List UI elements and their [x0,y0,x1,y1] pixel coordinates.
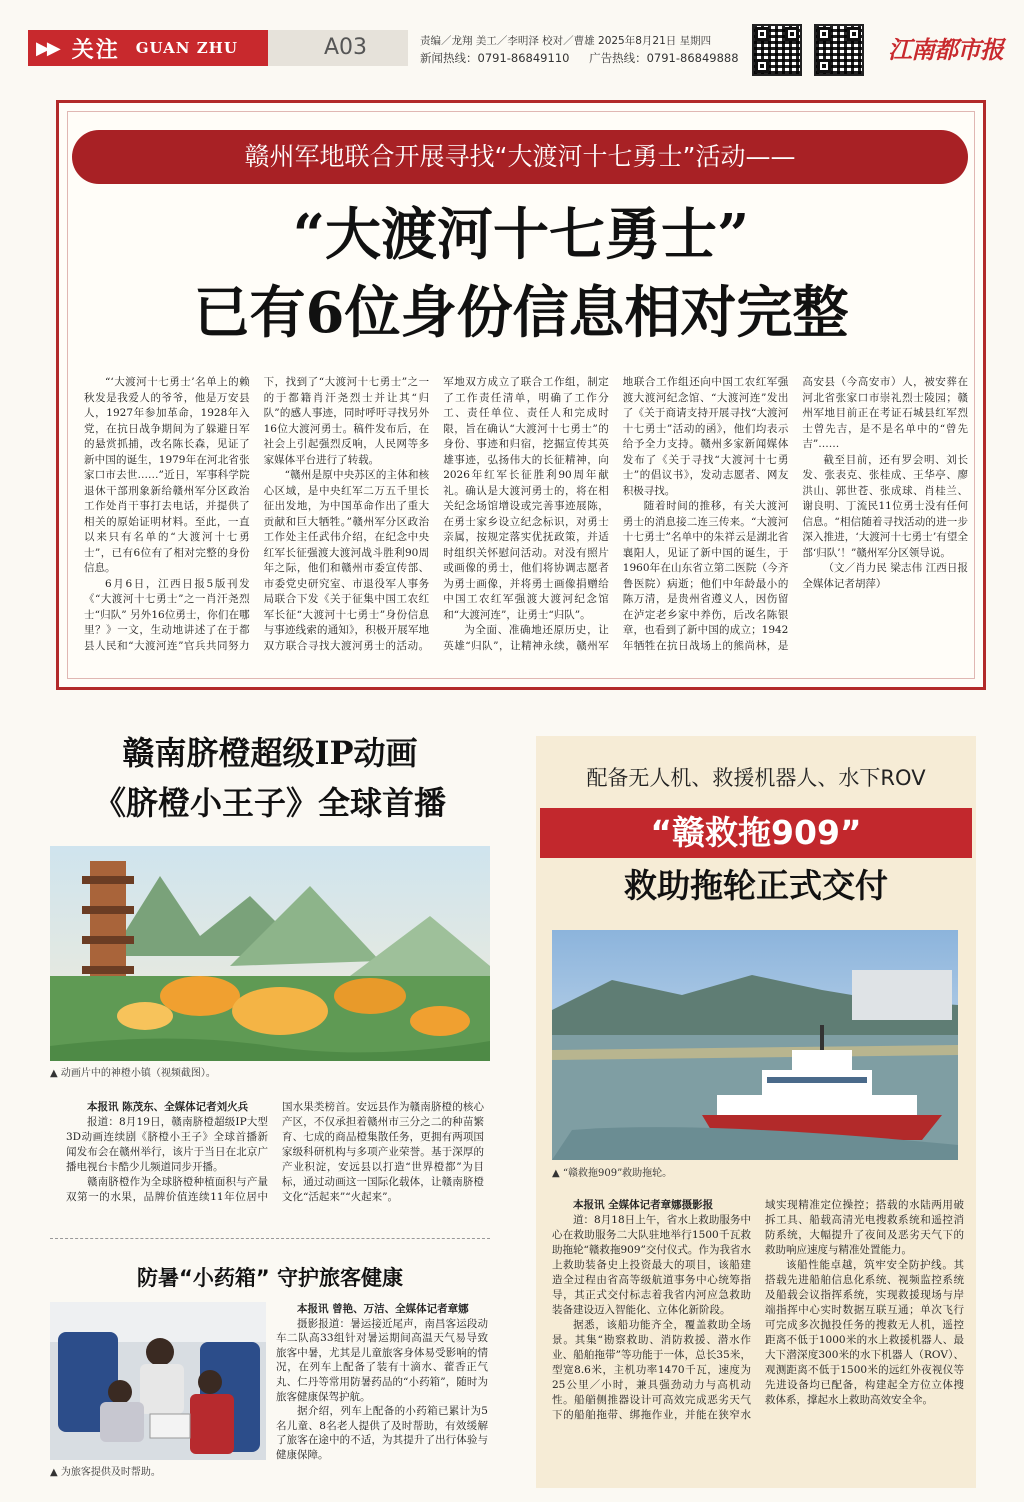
orange-paragraph: 报道：8月19日，赣南脐橙超级IP大型3D动画连续剧《脐橙小王子》全球首播新闻发布会在赣州举行，该片于当日在北京广播电视台卡酷少儿频道同步开播。 [66,1116,268,1173]
orange-byline: 本报讯 陈茂东、全媒体记者刘火兵 [87,1101,249,1113]
qr-code-icon [814,24,864,76]
tugboat-kicker: 配备无人机、救援机器人、水下ROV [586,766,926,790]
editor-credits: 责编／龙翔 美工／李明泽 校对／曹雄 2025年8月21日 星期四 [420,35,712,47]
medicine-byline: 本报讯 曾艳、万洁、全媒体记者章娜 [297,1303,469,1315]
tugboat-subheadline: 救助拖轮正式交付 [624,866,888,905]
section-name-en: GUAN ZHU [135,39,238,57]
tugboat-paragraph: 据悉，该船功能齐全，覆盖救助全场景。其集“勘察救助、消防救援、潜水作业、船舶拖带”等功能于一体，总长35米，型宽8.6米，主机功率1470千瓦，速度为25公里／小时，兼具强劲动力与高机动性。船艏侧推器设计可高效完成恶劣天气下的船舶拖带、绑拖作业，并能在狭窄水域实现精准定位操控；搭载的水陆两用破拆工具、船载高清光电搜救系统和遥控消防系统，大幅提升了夜间及恶劣天气下的救助响应速度与精准处置能力。 [552,1199,964,1421]
tugboat-paragraph: 该船性能卓越，筑牢安全防护线。其搭载先进船舶信息化系统、视频监控系统及船载会议指挥系统，实现救援现场与岸端指挥中心实时数据互联互通；单次飞行可完成多次抛投任务的搜救无人机，遥控距离不低于1000米的水上救援机器人、最大下潜深度300米的水下机器人（ROV）、观测距离不低于1500米的远红外夜视仪等先进设备均已配备，构建起全方位立体搜救体系，撑起水上救助高效安全伞。 [765,1259,964,1406]
tugboat-image-caption: ▲ “赣救拖909”救助拖轮。 [552,1168,673,1179]
hotlines [420,50,755,66]
orange-headline-line-1: 赣南脐橙超级IP动画 [122,734,418,772]
lead-headline [56,196,986,352]
medicine-paragraph: 据介绍，列车上配备的小药箱已累计为5名儿童、8名老人提供了及时帮助，有效缓解了旅客在途中的不适，为其提升了出行体验与健康保障。 [276,1405,488,1461]
orange-headline [50,728,490,828]
tugboat-headline: “赣救拖909” [540,808,972,858]
medicine-headline: 防暑“小药箱” 守护旅客健康 [137,1266,403,1290]
newspaper-logo: 江南都市报 [888,35,1003,64]
lead-body [84,375,968,675]
lead-paragraph: 随着时间的推移，有关大渡河勇士的消息接二连三传来。“大渡河十七勇士”名单中的朱祥云是湖北省襄阳人，见证了新中国的诞生，于1960年在山东省立第二医院（今齐鲁医院）病逝；他们中年龄最小的陈万清，是贵州省遵义人，因伤留在泸定老乡家中养伤，后改名陈银章，也看到了新中国的成立；1942年牺牲在抗日战场上的熊尚林，是高安县（今高安市）人，被安葬在河北省张家口市崇礼烈士陵园；赣州军地目前正在考证石城县红军烈士曾先吉，是不是名单中的“曾先吉”…… [622,376,968,652]
tugboat-paragraph: 道：8月18日上午，省水上救助服务中心在救助服务二大队驻地举行1500千瓦救助拖轮“赣救拖909”交付仪式。作为我省水上救助装备史上投资最大的项目，该船建造全过程由省高等级航道事务中心统筹指导，其正式交付标志着我省内河应急救助装备建设迈入智能化、立体化新阶段。 [552,1214,751,1316]
lead-headline-line-2: 已有6位身份信息相对完整 [193,280,849,346]
lead-paragraph: “‘大渡河十七勇士’名单上的赖秋发是我爱人的爷爷，他是万安县人，1927年参加革命，1928年入党，在抗日战争期间为了躲避日军的悬赏抓捕，改名陈长森，见证了新中国的诞生，1979年在河北省张家口市去世……”近日，军事科学院退休干部刑象新给赣州军分区政治工作处肖干事打去电话，并提供了相关的原始证明材料。至此，一直以来只有名单的“大渡河十七勇士”，已有6位有了相对完整的身份信息。 [84,376,250,574]
orange-paragraph: 赣南脐橙作为全球脐橙种植面积与产量双第一的水果，品牌价值连续11年位居中国水果类榜首。安远县作为赣南脐橙的核心产区，不仅承担着赣州市三分之二的种苗繁育、七成的商品橙集散任务，更拥有两项国家级科研机构与多项产业荣誉。基于深厚的产业积淀，安远县以打造“世界橙都”为目标，通过动画这一国际化载体，让赣南脐橙文化“活起来”“火起来”。 [66,1101,484,1203]
tugboat-byline: 本报讯 全媒体记者章娜摄影报 [573,1199,714,1211]
page-number: A03 [268,30,408,66]
section-divider [50,1238,490,1239]
orange-town-image [50,846,490,1061]
orange-image-caption: ▲ 动画片中的神橙小镇（视频截图）。 [50,1068,216,1079]
orange-body [66,1100,484,1220]
lead-paragraph: 为全面、准确地还原历史，让英雄“归队”，让精神永续，赣州军地联合工作组还向中国工农红军强渡大渡河纪念馆、“大渡河连”发出了《关于商请支持开展寻找“大渡河十七勇士”活动的函》，他们均表示给予全力支持。赣州多家新闻媒体发布了《关于寻找“大渡河十七勇士”的倡议书》，发动志愿者、网友积极寻找。 [443,376,789,652]
section-arrows-icon: ▶▶ [36,37,58,59]
ad-hotline: 广告热线：0791-86849888 [589,51,739,65]
page-header [0,0,1024,88]
lead-paragraph: 截至目前，还有罗会明、刘长发、张表克、张桂成、王华亭、廖洪山、郭世苍、张成球、肖桂兰、谢良明、丁流民11位勇士没有任何信息。“相信随着寻找活动的进一步深入推进，‘大渡河十七勇士’有望全部‘归队’！”赣州军分区领导说。 [802,453,968,559]
lead-paragraph: “赣州是原中央苏区的主体和核心区域，是中央红军二万五千里长征出发地，为中国革命作出了重大贡献和巨大牺牲。”赣州军分区政治工作处主任武伟介绍，在纪念中央红军长征强渡大渡河战斗胜利90周年之际，他们和赣州市委宣传部、市委党史研究室、市退役军人事务局联合下发《关于征集中国工农红军长征“大渡河十七勇士”身份信息与事迹线索的通知》，积极开展军地双方联合寻找大渡河勇士的活动。军地双方成立了联合工作组，制定了工作责任清单，明确了工作分工、责任单位、责任人和完成时限，旨在确认“大渡河十七勇士”的身份、事迹和归宿，挖掘宣传其英雄事迹，弘扬伟大的长征精神，向2026年红军长征胜利90周年献礼。确认是大渡河勇士的，将在相关纪念场馆增设或完善事迹展陈，在勇士家乡设立纪念标识，对勇士亲属，按规定落实优抚政策，并适时组织关怀慰问活动。对没有照片或画像的勇士，他们将协调志愿者为勇士画像，并将勇士画像捐赠给中国工农红军强渡大渡河纪念馆和“大渡河连”，让勇士“归队”。 [263,376,609,652]
lead-byline: （文／肖力民 梁志伟 江西日报全媒体记者胡萍） [802,562,968,590]
medicine-image-caption: ▲ 为旅客提供及时帮助。 [50,1467,161,1478]
section-name: 关注 [71,37,120,63]
lead-headline-line-1: “大渡河十七勇士” [292,202,750,268]
medicine-body [276,1302,488,1478]
news-hotline: 新闻热线：0791-86849110 [420,51,570,65]
tugboat-image [552,930,958,1160]
lead-kicker: 赣州军地联合开展寻找“大渡河十七勇士”活动—— [72,130,968,184]
section-tab [28,30,268,66]
tugboat-body [552,1198,964,1478]
qr-code-icon [752,24,802,76]
medicine-paragraph: 摄影报道：暑运接近尾声，南昌客运段动车二队高33组针对暑运期间高温天气易导致旅客中暑，尤其是儿童旅客身体易受影响的情况，在列车上配备了装有十滴水、藿香正气丸、仁丹等常用防暑药品的“小药箱”，随时为旅客健康保驾护航。 [276,1317,488,1403]
lead-paragraph: 6月6日，江西日报5版刊发《“大渡河十七勇士”之一肖汗尧烈士“归队” 另外16位勇士，你们在哪里？》一文，生动地讲述了在于都县人民和“大渡河连”官兵共同努力下，找到了“大渡河十七勇士”之一的于都籍肖汗尧烈士并让其“归队”的感人事迹，同时呼吁寻找另外16位大渡河勇士。稿件发布后，在社会上引起强烈反响，人民网等多家媒体平台进行了转载。 [84,376,430,652]
orange-headline-line-2: 《脐橙小王子》全球首播 [93,784,446,822]
train-service-image [50,1302,266,1460]
